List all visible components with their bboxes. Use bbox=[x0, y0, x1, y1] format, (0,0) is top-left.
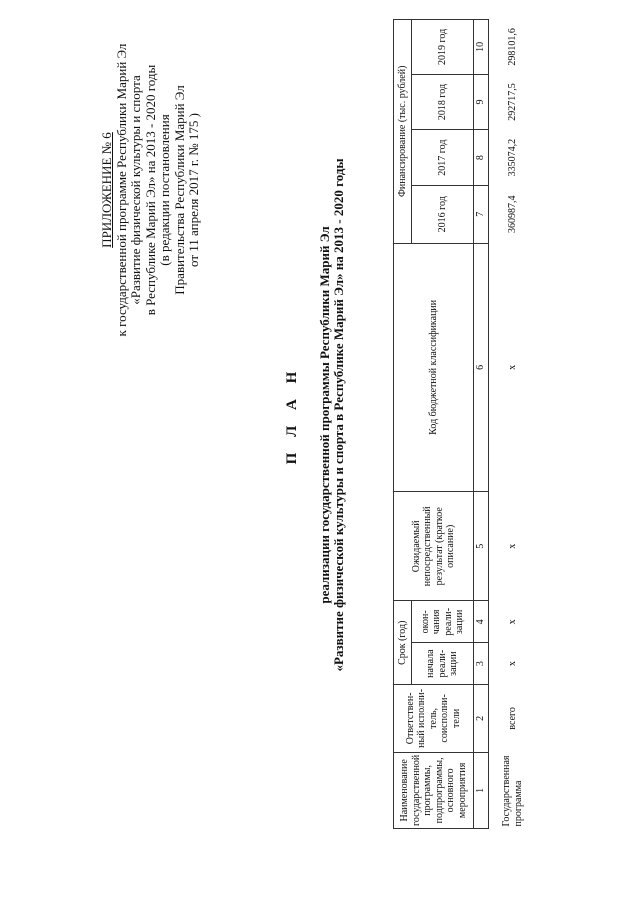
row-name: Государственная программа bbox=[501, 755, 524, 827]
appendix-line: Правительства Республики Марий Эл bbox=[171, 85, 187, 295]
plan-subtitle: «Развитие физической культуры и спорта в Республике Марий Эл» на 2013 - 2020 годы bbox=[331, 158, 346, 672]
header-result: Ожидаемый непосредственный результат (краткое описание) bbox=[394, 492, 474, 601]
row-code: х bbox=[506, 364, 518, 370]
row-value: 292717,5 bbox=[506, 83, 518, 121]
header-year: 2018 год bbox=[412, 74, 474, 130]
column-number: 9 bbox=[474, 74, 489, 130]
row-value: 360987,4 bbox=[506, 195, 518, 234]
appendix-line: от 11 апреля 2017 г. № 175 ) bbox=[186, 113, 201, 267]
plan-title: П Л А Н bbox=[284, 365, 300, 465]
row-responsible: всего bbox=[506, 707, 518, 730]
header-year: 2016 год bbox=[412, 185, 474, 243]
appendix-header bbox=[100, 40, 202, 340]
plan-title-block bbox=[285, 85, 347, 745]
column-number: 8 bbox=[474, 130, 489, 186]
table-row bbox=[489, 20, 526, 829]
column-number: 5 bbox=[474, 492, 489, 601]
column-number: 4 bbox=[474, 601, 489, 643]
header-start: начала реали-зации bbox=[412, 643, 474, 685]
plan-subtitle: реализации государственной программы Республики Марий Эл bbox=[316, 226, 332, 604]
row-value: 335074,2 bbox=[506, 138, 518, 177]
header-responsible: Ответствен-ный исполни-тель, соисполни-тели bbox=[394, 685, 474, 753]
appendix-line: (в редакции постановления bbox=[157, 114, 172, 266]
header-end: окон-чания реали-зации bbox=[412, 601, 474, 643]
column-number: 1 bbox=[474, 752, 489, 828]
row-end: х bbox=[506, 619, 518, 625]
row-start: х bbox=[506, 661, 518, 667]
column-number: 2 bbox=[474, 685, 489, 753]
header-year: 2019 год bbox=[412, 20, 474, 75]
header-year: 2017 год bbox=[412, 130, 474, 186]
appendix-line: «Развитие физической культуры и спорта bbox=[128, 75, 143, 305]
column-number: 3 bbox=[474, 643, 489, 685]
column-number: 6 bbox=[474, 243, 489, 492]
row-result: х bbox=[506, 543, 518, 549]
header-period: Срок (год) bbox=[394, 601, 412, 685]
column-number: 10 bbox=[474, 20, 489, 75]
appendix-line: к государственной программе Республики Марий Эл bbox=[113, 43, 129, 337]
header-code: Код бюджетной классификации bbox=[394, 243, 474, 492]
column-number: 7 bbox=[474, 185, 489, 243]
row-value: 298101,6 bbox=[506, 28, 518, 66]
column-number-row bbox=[474, 20, 489, 829]
header-name: Наименование государственной программы, подпрограммы, основного мероприятия bbox=[394, 752, 474, 828]
plan-table bbox=[393, 19, 525, 829]
appendix-line: в Республике Марий Эл» на 2013 - 2020 годы bbox=[142, 64, 158, 316]
header-financing: Финансирование (тыс. рублей) bbox=[394, 20, 412, 244]
appendix-line: ПРИЛОЖЕНИЕ № 6 bbox=[99, 132, 114, 248]
